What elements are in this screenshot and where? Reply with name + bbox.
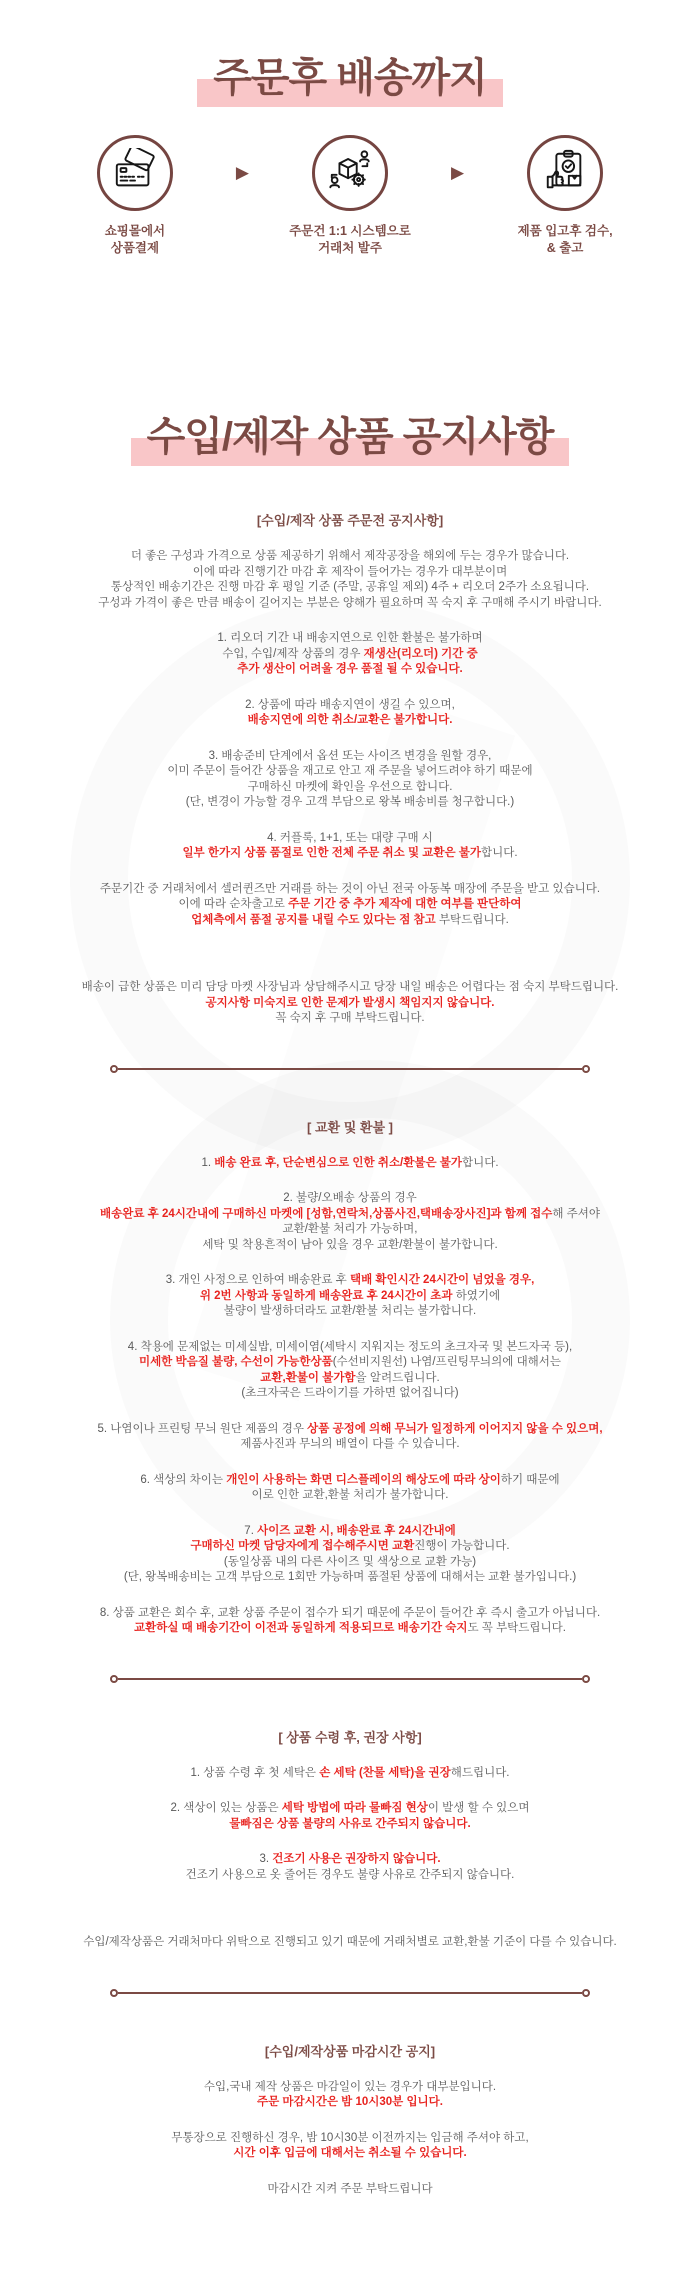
body-text: 을 알려드립니다. [355,1371,440,1384]
emphasis-text: 위 2번 사항과 동일하게 배송완료 후 24시간이 초과 [199,1289,456,1302]
body-text: 제품사진과 무늬의 배열이 다를 수 있습니다. [240,1438,460,1450]
notice-line [30,1524,670,1540]
notice-line [30,1371,670,1387]
step-inspection-label [518,223,613,257]
emphasis-text: 재생산(리오더) 기간 중 [363,647,478,660]
body-text: 4. 커플룩, 1+1, 또는 대량 구매 시 [267,831,433,844]
notice-line [30,1817,670,1833]
body-text: 1. 상품 수령 후 첫 세탁은 [190,1766,320,1779]
body-text: 더 좋은 구성과 가격으로 상품 제공하기 위해서 제작공장을 해외에 두는 경우가 많습니다. [130,550,570,562]
body-text: 세탁 및 착용흔적이 남아 있을 경우 교환/환불이 불가합니다. [202,1238,498,1251]
body-text: 무통장으로 진행하신 경우, 밤 10시30분 이전까지는 입금해 주셔야 하고, [171,2131,529,2144]
body-text: (단, 왕복배송비는 고객 부담으로 1회만 가능하며 품절된 상품에 대해서는 교환 불가입니다.) [123,1571,577,1583]
emphasis-text: 배송지연에 의한 취소/교환은 불가합니다. [247,714,453,726]
section-heading: [수입/제작상품 마감시간 공지] [264,2043,436,2059]
notice-line [30,996,670,1012]
notice-line [30,1555,670,1571]
emphasis-text: 물빠짐은 상품 불량의 사유로 간주되지 않습니다. [229,1817,471,1830]
notice-line [30,980,670,996]
notice-line [30,596,670,612]
body-text: 6. 색상의 차이는 [140,1473,227,1486]
order-process-steps [0,135,700,257]
step-payment [60,135,210,257]
body-text: 3. 배송준비 단계에서 옵션 또는 사이즈 변경을 원할 경우, [208,749,492,762]
notice-paragraph [30,698,670,729]
notice-paragraph [30,1340,670,1402]
section-divider [110,1989,590,1997]
emphasis-text: 주문 기간 중 추가 제작에 대한 여부를 판단하여 [288,898,522,910]
body-text: 2. 불량/오배송 상품의 경우 [283,1192,417,1204]
emphasis-text: 배송 완료 후, 단순변심으로 인한 취소/환불은 불가 [214,1156,462,1169]
notice-line [30,631,670,647]
notice-line [30,1570,670,1586]
notice-line [30,662,670,678]
arrow-right-icon: ▶ [451,163,465,182]
notice-line [30,780,670,796]
divider-end-ring [110,1065,118,1073]
notice-line [30,1222,670,1238]
notice-paragraph [30,1473,670,1504]
step-order-system-label-line2: 거래처 발주 [318,241,382,255]
section-heading: [ 상품 수령 후, 권장 사항] [278,1729,422,1745]
body-text: 배송이 급한 상품은 미리 담당 마켓 사장님과 상담해주시고 당장 내일 배송은 어렵다는 점 숙지 부탁드립니다. [81,981,619,993]
emphasis-text: 미세한 박음질 불량, 수선이 가능한상품 [138,1356,333,1368]
emphasis-text: 배송완료 후 24시간내에 구매하신 마켓에 [성함,연락처,상품사진,택배송장사진]과 함께 접수 [100,1207,553,1220]
body-text: 해드립니다. [450,1766,510,1779]
notice-paragraph [30,1422,670,1453]
section-heading: [수입/제작 상품 주문전 공지사항] [256,513,444,528]
body-text: 구매하신 마켓에 확인을 우선으로 합니다. [247,780,453,793]
body-text: 2. 색상이 있는 상품은 [170,1802,282,1814]
body-text: 합니다. [481,847,518,859]
emphasis-text: 구매하신 마켓 담당자에게 접수해주시면 교환 [190,1540,415,1552]
emphasis-text: 사이즈 교환 시, 배송완료 후 24시간내에 [257,1524,456,1537]
notice-body [0,510,700,2197]
body-text: 3. 개인 사정으로 인하여 배송완료 후 [165,1274,350,1286]
body-text: 이에 따라 진행기간 마감 후 제작이 들어가는 경우가 대부분이며 [192,565,508,578]
body-text: 이로 인한 교환,환불 처리가 불가합니다. [251,1489,449,1501]
notice-paragraph [30,1766,670,1782]
body-text: 해 주셔야 [552,1207,600,1220]
body-text: 수입, 수입/제작 상품의 경우 [222,647,364,660]
notice-paragraph [30,1606,670,1637]
emphasis-text: 공지사항 미숙지로 인한 문제가 발생시 책임지지 않습니다. [205,996,495,1009]
notice-paragraph [30,631,670,678]
notice-line [30,1304,670,1320]
notice-line [30,2146,670,2162]
notice-line [30,1801,670,1817]
divider-line [118,1068,582,1070]
notice-paragraph [30,1801,670,1832]
notice-line [30,1852,670,1868]
notice-title-text: 수입/제작 상품 공지사항 [131,405,570,466]
order-system-icon [327,148,373,199]
credit-card-icon [112,148,158,199]
step-inspection-label-line1: 제품 입고후 검수, [517,224,613,238]
step-payment-label-line1: 쇼핑몰에서 [104,224,166,238]
notice-line [30,1340,670,1356]
body-text: 8. 상품 교환은 회수 후, 교환 상품 주문이 접수가 되기 때문에 주문이 들어간 후 즉시 출고가 아닙니다. [99,1606,601,1619]
notice-paragraph [30,882,670,929]
body-text: 1. 리오더 기간 내 배송지연으로 인한 환불은 불가하며 [217,632,483,644]
notice-line [30,1621,670,1637]
notice-paragraph [30,1273,670,1320]
step-inspection-label-line2: & 출고 [546,241,584,255]
step-order-system-label [289,223,411,257]
page-title-text: 주문후 배송까지 [197,46,503,107]
notice-line [30,713,670,729]
body-text: 이 발생 할 수 있으며 [427,1802,530,1814]
body-text: 1. [201,1156,215,1169]
body-text: 하였기에 [455,1289,501,1302]
emphasis-text: 손 세탁 (찬물 세탁)을 권장 [319,1766,451,1779]
emphasis-text: 세탁 방법에 따라 물빠짐 현상 [281,1802,428,1814]
body-text: 4. 착용에 문제없는 미세실밥, 미세이염(세탁시 지워지는 정도의 초크자국 및 본드자국 등), [127,1340,573,1353]
step-payment-label [105,223,165,257]
notice-line [30,2080,670,2096]
notice-line [30,1539,670,1555]
notice-line [30,1935,670,1951]
inspection-icon [542,148,588,199]
body-text: 부탁드립니다. [438,913,509,926]
body-text: 통상적인 배송기간은 진행 마감 후 평일 기준 (주말, 공휴일 제외) 4주 + 리오더 2주가 소요됩니다. [110,581,590,593]
notice-paragraph [30,549,670,611]
arrow-right-icon: ▶ [235,163,249,182]
step-order-system [275,135,425,257]
notice-line [30,2131,670,2147]
notice-paragraph [30,1191,670,1253]
body-text: 꼭 숙지 후 구매 부탁드립니다. [275,1012,425,1024]
notice-line [30,1422,670,1438]
notice-paragraph [30,831,670,862]
emphasis-text: 일부 한가지 상품 품절로 인한 전체 주문 취소 및 교환은 불가 [182,847,482,859]
divider-end-ring [110,1989,118,1997]
notice-line [30,749,670,765]
notice-line [30,831,670,847]
notice-line [30,1156,670,1172]
emphasis-text: 주문 마감시간은 밤 10시30분 입니다. [257,2096,443,2108]
body-text: 불량이 발생하더라도 교환/환불 처리는 불가합니다. [223,1305,477,1317]
step-order-system-label-line1: 주문건 1:1 시스템으로 [289,224,411,238]
body-text: 교환/환불 처리가 가능하며, [282,1223,418,1235]
notice-line [30,1238,670,1254]
emphasis-text: 개인이 사용하는 화면 디스플레이의 해상도에 따라 상이 [226,1473,501,1486]
notice-line [30,882,670,898]
body-text: 3. [259,1853,273,1865]
notice-line [30,897,670,913]
notice-paragraph [30,1156,670,1172]
notice-line [30,698,670,714]
body-text: 5. 나염이나 프린팅 무늬 원단 제품의 경우 [97,1422,308,1435]
notice-line [30,1273,670,1289]
emphasis-text: 추가 생산이 어려울 경우 품절 될 수 있습니다. [237,663,463,675]
notice-line [30,764,670,780]
emphasis-text: 택배 확인시간 24시간이 넘었을 경우, [350,1274,535,1286]
notice-paragraph [30,980,670,1027]
body-text: (동일상품 내의 다른 사이즈 및 색상으로 교환 가능) [223,1555,477,1568]
notice-paragraph [30,2182,670,2198]
emphasis-text: 시간 이후 입금에 대해서는 취소될 수 있습니다. [233,2147,467,2159]
section-divider [110,1675,590,1683]
body-text: 수입/제작상품은 거래처마다 위탁으로 진행되고 있기 때문에 거래처별로 교환,환불 기준이 다를 수 있습니다. [83,1936,617,1948]
body-text: 이미 주문이 들어간 상품을 재고로 안고 재 주문을 넣어드려야 하기 때문에 [167,765,533,777]
notice-line [30,2095,670,2111]
divider-line [118,1992,582,1994]
notice-paragraph [30,1935,670,1951]
body-text: 마감시간 지켜 주문 부탁드립니다 [267,2182,433,2195]
notice-line [30,1355,670,1371]
body-text: 진행이 가능합니다. [414,1540,510,1552]
body-text: 합니다. [462,1156,499,1169]
body-text: 2. 상품에 따라 배송지연이 생길 수 있으며, [245,698,455,711]
notice-line [30,1473,670,1489]
notice-line [30,1606,670,1622]
emphasis-text: 교환,환불이 불가함 [260,1371,356,1384]
notice-line [30,1191,670,1207]
step-payment-circle [97,135,173,211]
divider-end-ring [582,1675,590,1683]
notice-paragraph [30,1524,670,1586]
divider-end-ring [110,1675,118,1683]
notice-line [30,1011,670,1027]
step-inspection [490,135,640,257]
divider-end-ring [582,1989,590,1997]
step-inspection-circle [527,135,603,211]
notice-title [0,405,700,466]
notice-line [30,2182,670,2198]
body-text: 하기 때문에 [500,1473,560,1486]
notice-paragraph [30,1852,670,1883]
notice-line [30,1289,670,1305]
notice-line [30,1868,670,1884]
body-text: 주문기간 중 거래처에서 셀러퀸즈만 거래를 하는 것이 아닌 전국 아동복 매장에 주문을 받고 있습니다. [99,882,601,895]
notice-line [30,913,670,929]
body-text: 건조기 사용으로 옷 줄어든 경우도 불량 사유로 간주되지 않습니다. [185,1868,515,1881]
body-text: (수선비지원선) 나염/프린팅무늬의에 대해서는 [332,1356,562,1368]
notice-line [30,580,670,596]
divider-line [118,1678,582,1680]
body-text: 7. [244,1524,258,1537]
notice-line [30,846,670,862]
body-text: 구성과 가격이 좋은 만큼 배송이 길어지는 부분은 양해가 필요하며 꼭 숙지 후 구매해 주시기 바랍니다. [98,596,602,609]
notice-line [30,549,670,565]
emphasis-text: 교환하실 때 배송기간이 이전과 동일하게 적용되므로 배송기간 숙지 [134,1622,468,1634]
emphasis-text: 상품 공정에 의해 무늬가 일정하게 이어지지 않을 수 있으며, [307,1422,603,1435]
step-payment-label-line2: 상품결제 [110,241,160,255]
body-text: (초크자국은 드라이기를 가하면 없어집니다) [241,1387,459,1399]
body-text: 수입,국내 제작 상품은 마감일이 있는 경우가 대부분입니다. [203,2080,497,2093]
notice-line [30,1766,670,1782]
notice-line [30,1437,670,1453]
notice-line [30,647,670,663]
body-text: 이에 따라 순차출고로 [178,898,289,910]
emphasis-text: 건조기 사용은 권장하지 않습니다. [272,1853,441,1865]
notice-line [30,1386,670,1402]
notice-paragraph [30,2080,670,2111]
notice-line [30,565,670,581]
notice-paragraph [30,749,670,811]
notice-line [30,1207,670,1223]
section-heading: [ 교환 및 환불 ] [307,1119,393,1135]
divider-end-ring [582,1065,590,1073]
body-text: 도 꼭 부탁드립니다. [467,1622,566,1634]
notice-line [30,795,670,811]
step-order-system-circle [312,135,388,211]
body-text: (단, 변경이 가능할 경우 고객 부담으로 왕복 배송비를 청구합니다.) [185,796,515,808]
notice-paragraph [30,2131,670,2162]
emphasis-text: 업체측에서 품절 공지를 내릴 수도 있다는 점 참고 [191,913,439,926]
page-title [0,46,700,107]
notice-line [30,1488,670,1504]
section-divider [110,1065,590,1073]
